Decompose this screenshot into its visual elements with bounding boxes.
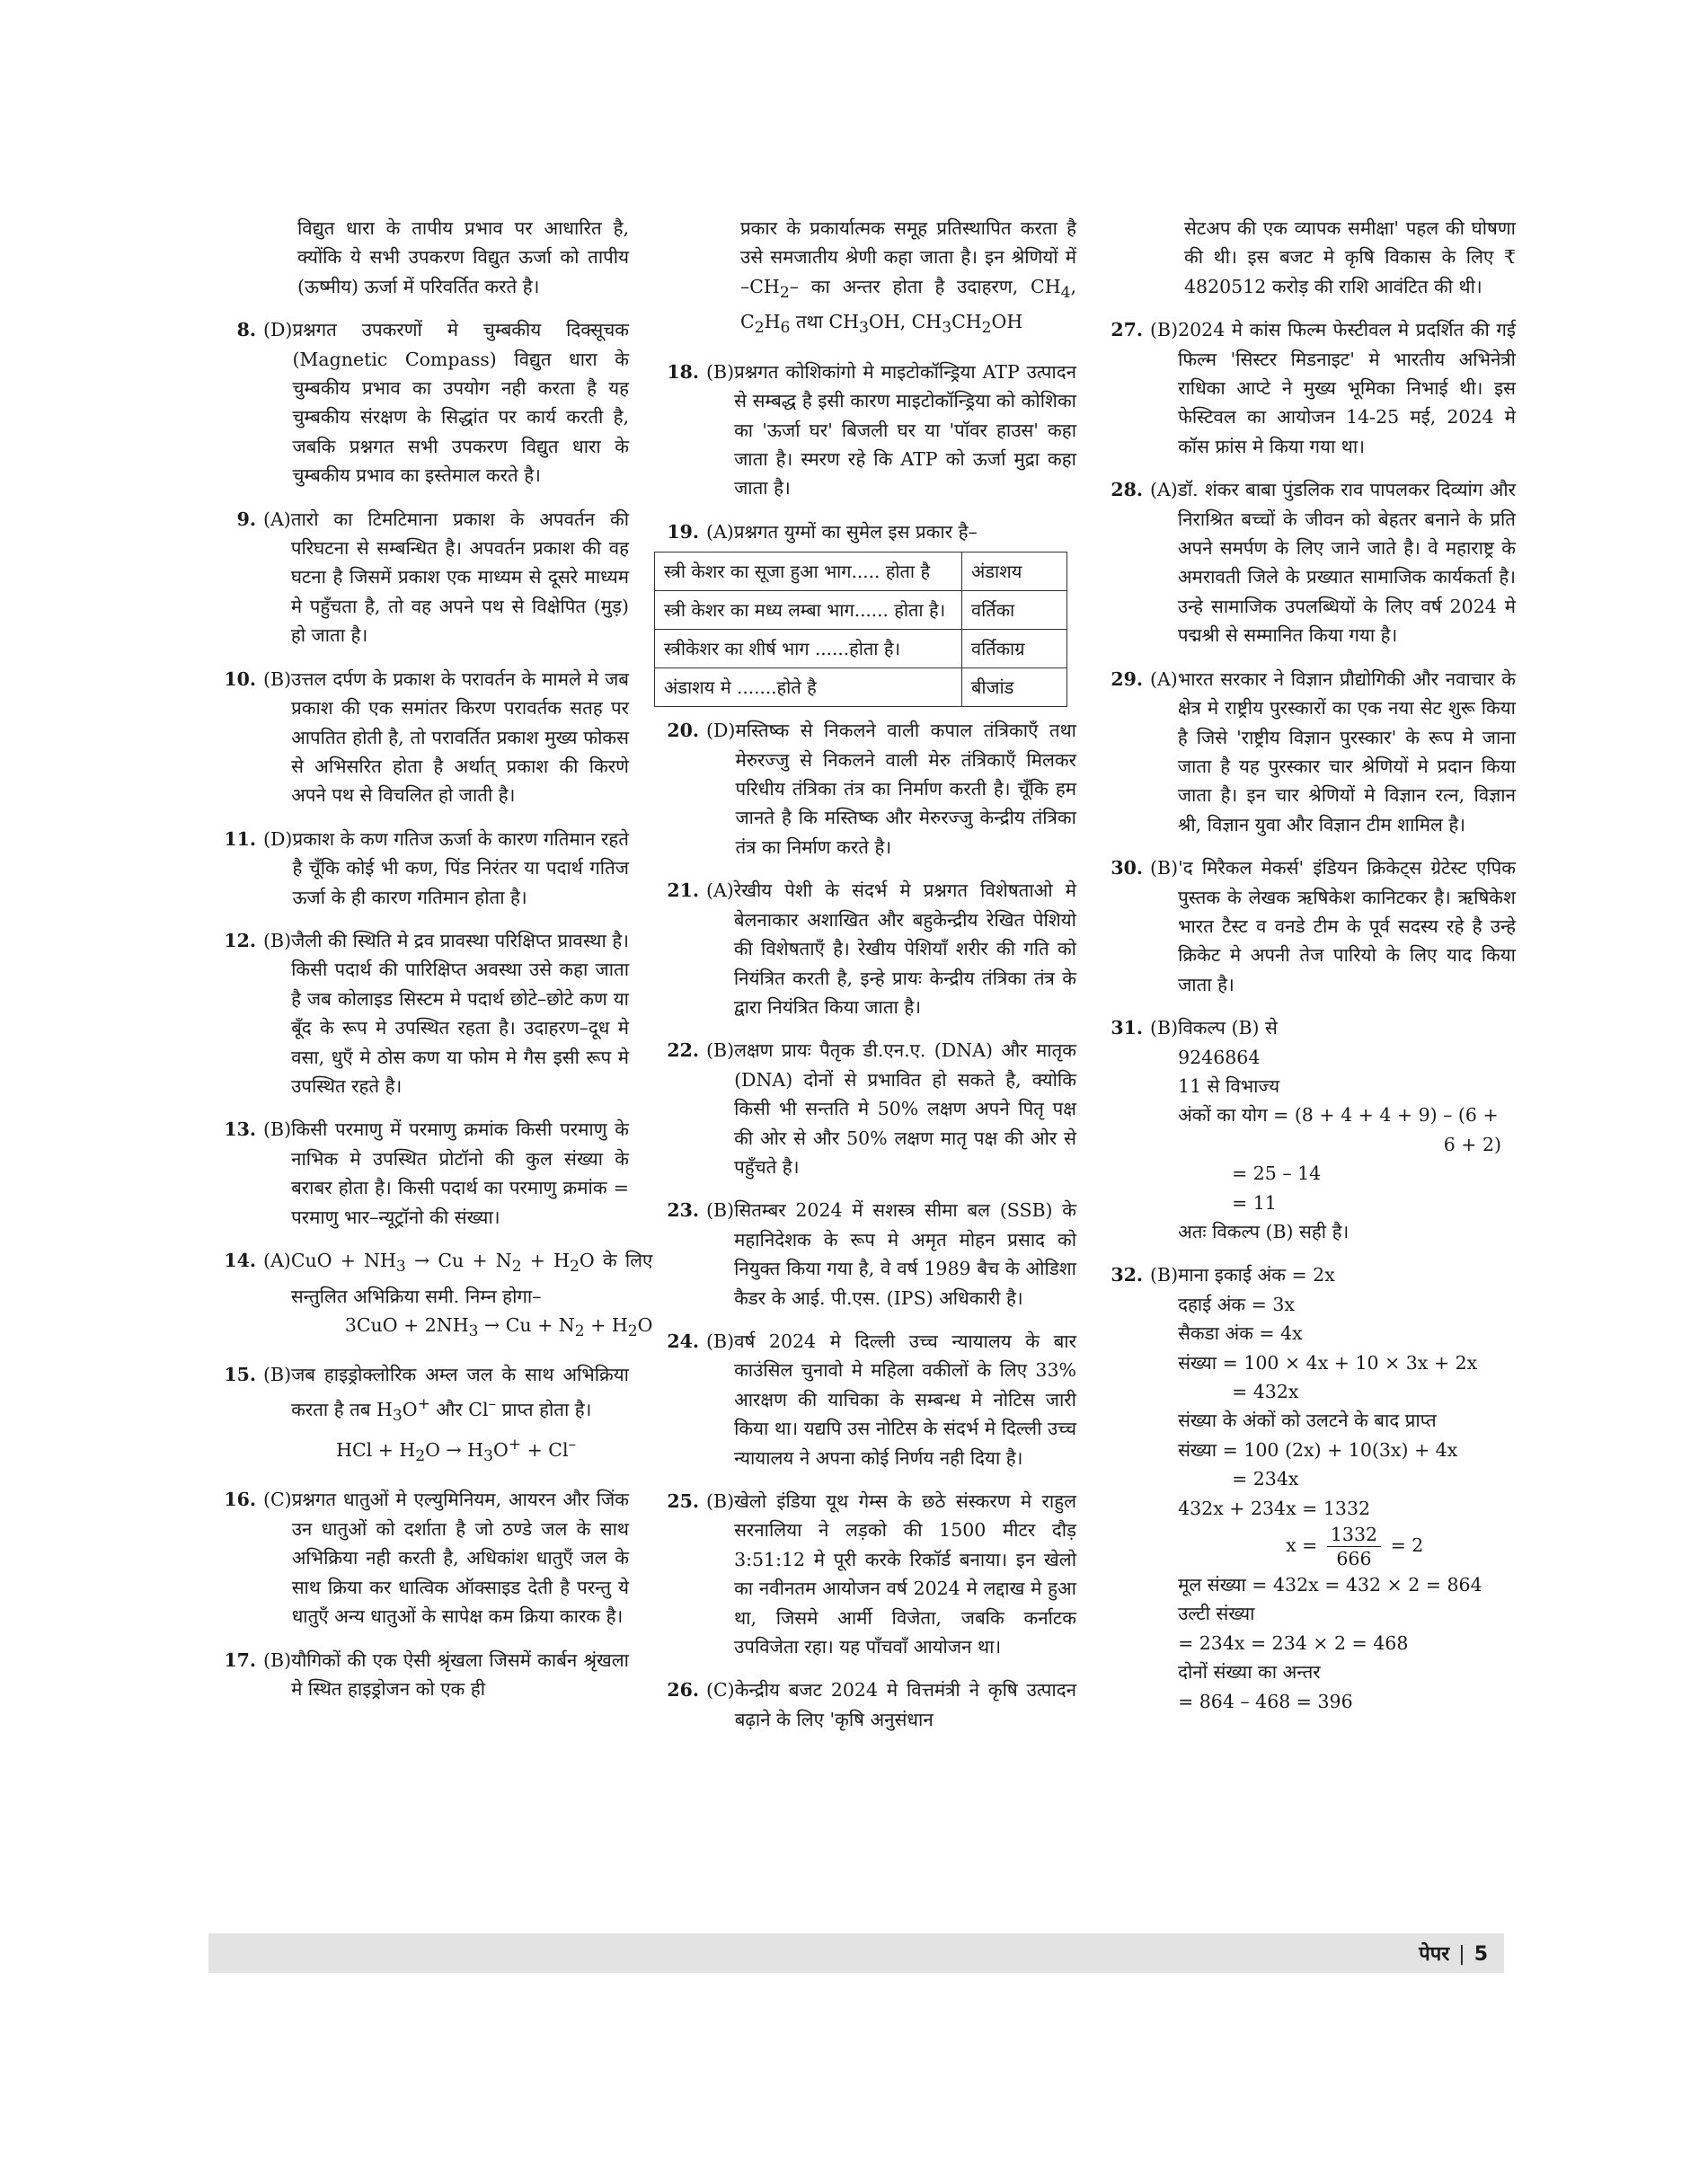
table-row [655, 591, 1067, 630]
question-21 [654, 876, 1076, 1021]
answer-explanation [1178, 1260, 1516, 1716]
question-number: 24. [667, 1330, 699, 1352]
question-30 [1098, 853, 1516, 999]
question-number: 8. [236, 319, 256, 341]
answer-explanation [1178, 1013, 1516, 1246]
answer-option: (B) [263, 1364, 292, 1386]
column-3 [1098, 214, 1516, 1730]
solution-line: अतः विकल्प (B) सही है। [1178, 1221, 1350, 1242]
answer-option: (A) [263, 508, 291, 530]
answer-explanation: किसी परमाणु में परमाणु क्रमांक किसी परमाणु के नाभिक मे उपस्थित प्रोटॉनो की कुल संख्या के बराबर होता है। किसी पदार्थ का परमाणु क्रमांक = परमाणु भार–न्यूट्रॉनो की संख्या। [291, 1118, 629, 1228]
answer-explanation: मस्तिष्क से निकलने वाली कपाल तंत्रिकाएँ तथा मेरुरज्जु से निकलने वाली मेरु तंत्रिकाएँ मिलकर परिधीय तंत्रिका तंत्र का निर्माण करती है। चूँकि हम जानते है कि मस्तिष्क और मेरुरज्जु केन्द्रीय तंत्रिका तंत्र का निर्माण करते है। [735, 720, 1076, 858]
question-25 [654, 1487, 1076, 1661]
footer-section-label: पेपर [1419, 1943, 1450, 1966]
question-number: 32. [1111, 1264, 1143, 1286]
column-2 [654, 214, 1076, 1748]
q7-continuation: विद्युत धारा के तापीय प्रभाव पर आधारित है, क्योंकि ये सभी उपकरण विद्युत ऊर्जा को तापीय (ऊष्मीय) ऊर्जा में परिवर्तित करते है। [297, 217, 629, 297]
answer-option: (A) [1150, 479, 1178, 501]
question-23 [654, 1196, 1076, 1313]
answer-explanation: सितम्बर 2024 में सशस्त्र सीमा बल (SSB) के महानिदेशक के रूप मे अमृत मोहन प्रसाद को नियुक्त किया गया है, वे वर्ष 1989 बैच के ओडिशा कैडर के आई. पी.एस. (IPS) अधिकारी है। [734, 1199, 1076, 1309]
answer-explanation: जब हाइड्रोक्लोरिक अम्ल जल के साथ अभिक्रिया करता है तब $H_3O^+$ और Cl– प्राप्त होता है। HCl + $H_2O \to H_3O^+ + Cl^-$ [291, 1360, 629, 1471]
question-number: 13. [224, 1118, 256, 1141]
answer-explanation: प्रश्नगत युग्मों का सुमेल इस प्रकार है– [733, 520, 978, 543]
solution-line: संख्या के अंकों को उलटने के बाद प्राप्त [1178, 1410, 1437, 1432]
answer-explanation: भारत सरकार ने विज्ञान प्रौद्योगिकी और नवाचार के क्षेत्र मे राष्ट्रीय पुरस्कारों का एक नया सेट शुरू किया है जिसे 'राष्ट्रीय विज्ञान पुरस्कार' के रूप मे जाना जाता है यह पुरस्कार चार श्रेणियों मे प्रदान किया जाता है। इन चार श्रेणियों मे विज्ञान रत्न, विज्ञान श्री, विज्ञान युवा और विज्ञान टीम शामिल है। [1177, 667, 1516, 835]
question-number: 19. [667, 520, 699, 543]
solution-line: माना इकाई अंक = 2x [1178, 1264, 1335, 1286]
answer-option: (B) [706, 1199, 735, 1222]
question-11 [211, 825, 629, 912]
question-14 [211, 1246, 653, 1346]
question-number: 16. [224, 1489, 256, 1511]
table-cell: अंडाशय मे .......होते है [655, 668, 962, 707]
answer-option: (A) [706, 880, 734, 902]
answer-explanation: डॉ. शंकर बाबा पुंडलिक राव पापलकर दिव्यांग और निराश्रित बच्चों के जीवन को बेहतर बनाने के प्रति अपने समर्पण के लिए जाने जाते है। वे महाराष्ट्र के अमरावती जिले के प्रख्यात सामाजिक कार्यकर्ता है। उन्हे सामाजिक उपलब्धियों के लिए वर्ष 2024 मे पद्मश्री से सम्मानित किया गया है। [1177, 479, 1516, 647]
question-29 [1098, 665, 1516, 839]
answer-explanation: प्रकाश के कण गतिज ऊर्जा के कारण गतिमान रहते है चूँकि कोई भी कण, पिंड निरंतर या पदार्थ गतिज ऊर्जा के ही कारण गतिमान होता है। [292, 827, 629, 908]
answer-explanation: तारो का टिमटिमाना प्रकाश के अपवर्तन की परिघटना से सम्बन्धित है। अपवर्तन प्रकाश की वह घटना है जिसमें प्रकाश एक माध्यम से दूसरे माध्यम मे पहुँचता है, तो वह अपने पथ से विक्षेपित (मुड़) हो जाता है। [290, 508, 629, 647]
answer-explanation: CuO + $NH_3 \to Cu + N_2 + H_2O$ के लिए सन्तुलित अभिक्रिया समी. निम्न होगा– $3CuO + 2NH_3 \to Cu + N_2 + H_2O$ [291, 1246, 653, 1346]
solution-line: संख्या = 100 × 4x + 10 × 3x + 2x [1178, 1351, 1478, 1374]
answer-option: (C) [263, 1489, 292, 1511]
question-9 [211, 505, 629, 650]
table-cell: स्त्रीकेशर का शीर्ष भाग ......होता है। [655, 630, 962, 668]
fraction-line: x = $\frac{1332}{666}$ = 2 [1286, 1524, 1424, 1570]
page-footer [208, 1933, 1504, 1973]
solution-line: मूल संख्या = 432x = 432 × 2 = 864 [1178, 1574, 1482, 1596]
answer-option: (B) [1150, 1264, 1179, 1286]
question-15 [211, 1360, 629, 1471]
question-number: 25. [667, 1490, 699, 1512]
solution-line: 6 + 2) [1443, 1133, 1501, 1155]
footer-label [1419, 1940, 1488, 1967]
question-number: 31. [1111, 1017, 1143, 1039]
question-26 [654, 1675, 1076, 1734]
answer-option: (D) [263, 827, 293, 850]
page-number: 5 [1473, 1943, 1488, 1966]
question-10 [211, 665, 629, 810]
question-number: 10. [224, 667, 256, 690]
solution-line: = 25 – 14 [1232, 1162, 1322, 1185]
fraction: $\frac{1332}{666}$ [1327, 1523, 1381, 1570]
solution-line: = 432x [1232, 1381, 1299, 1403]
question-number: 9. [236, 508, 256, 530]
question-number: 14. [224, 1250, 256, 1271]
question-8 [211, 315, 629, 490]
answer-option: (A) [263, 1250, 291, 1271]
question-number: 22. [667, 1039, 699, 1062]
table-cell: बीजांड [962, 668, 1067, 707]
balanced-equation: $3CuO + 2NH_3 \to Cu + N_2 + H_2O$ [344, 1313, 653, 1340]
question-20 [654, 716, 1076, 862]
answer-explanation: यौगिकों की एक ऐसी श्रृंखला जिसमें कार्बन श्रृंखला मे स्थित हाइड्रोजन को एक ही [291, 1649, 629, 1700]
table-row [655, 668, 1067, 707]
match-table [654, 552, 1067, 707]
table-cell: वर्तिकाग्र [962, 630, 1067, 668]
answer-option: (B) [706, 1039, 735, 1062]
table-cell: स्त्री केशर का सूजा हुआ भाग..... होता है [655, 553, 962, 591]
answer-explanation: रेखीय पेशी के संदर्भ मे प्रश्नगत विशेषताओ मे बेलनाकार अशाखित और बहुकेन्द्रीय रेखित पेशियो की विशेषताएँ है। रेखीय पेशियाँ शरीर की गति को नियंत्रित करती है, इन्हे प्रायः केन्द्रीय तंत्रिका तंत्र के द्वारा नियंत्रित किया जाता है। [733, 880, 1076, 1018]
answer-explanation: जैली की स्थिति मे द्रव प्रावस्था परिक्षिप्त प्रावस्था है। किसी पदार्थ की पारिक्षिप्त अवस्था उसे कहा जाता है जब कोलाइड सिस्टम मे पदार्थ छोटे–छोटे कण या बूँद के रूप मे उपस्थित रहता है। उदाहरण–दूध मे वसा, धुएँ मे ठोस कण या फोम मे गैस इसी रूप मे उपस्थित रहते है। [291, 929, 629, 1097]
solution-line: = 11 [1232, 1191, 1277, 1214]
answer-explanation: प्रश्नगत धातुओं मे एल्युमिनियम, आयरन और जिंक उन धातुओं को दर्शाता है जो ठण्डे जल के साथ अभिक्रिया नही करती है, अधिकांश धातुएँ जल के साथ क्रिया कर धात्विक ऑक्साइड देती है परन्तु ये धातुएँ अन्य धातुओं के सापेक्ष कम क्रिया कारक है। [291, 1489, 629, 1628]
question-22 [654, 1036, 1076, 1181]
solution-line: विकल्प (B) से [1178, 1017, 1278, 1039]
question-19 [654, 517, 1076, 546]
question-32 [1098, 1260, 1516, 1716]
question-27 [1098, 315, 1516, 461]
table-row [655, 630, 1067, 668]
answer-explanation: प्रश्नगत उपकरणों मे चुम्बकीय दिक्सूचक (Magnetic Compass) विद्युत धारा के चुम्बकीय प्रभाव का उपयोग नही करता है यह चुम्बकीय संरक्षण के सिद्धांत पर कार्य करती है, जबकि प्रश्नगत सभी उपकरण विद्युत धारा के चुम्बकीय प्रभाव का इस्तेमाल करते है। [292, 319, 629, 487]
question-13 [211, 1115, 629, 1232]
answer-option: (C) [706, 1679, 735, 1702]
question-number: 21. [667, 880, 699, 902]
question-16 [211, 1485, 629, 1631]
solution-line: दहाई अंक = 3x [1178, 1293, 1295, 1315]
solution-line: उल्टी संख्या [1178, 1603, 1255, 1625]
question-31 [1098, 1013, 1516, 1246]
solution-line: 432x + 234x = 1332 [1178, 1497, 1371, 1519]
question-number: 18. [667, 360, 699, 383]
table-cell: अंडाशय [962, 553, 1067, 591]
answer-explanation: 'द मिरैकल मेकर्स' इंडियन क्रिकेट्स ग्रेटेस्ट एपिक पुस्तक के लेखक ऋषिकेश कानिटकर है। ऋषिकेश भारत टैस्ट व वनडे टीम के पूर्व सदस्य रहे है उन्हे क्रिकेट मे अपनी तेज पारियो के लिए याद किया जाता है। [1178, 857, 1516, 995]
solution-line: = 234x [1232, 1468, 1299, 1490]
question-12 [211, 926, 629, 1101]
answer-explanation: उत्तल दर्पण के प्रकाश के परावर्तन के मामले मे जब प्रकाश की एक समांतर किरण परावर्तक सतह पर आपतित होती है, तो परावर्तित प्रकाश मुख्य फोकस से अभिसरित होता है अर्थात् प्रकाश की किरणे अपने पथ से विचलित हो जाती है। [291, 667, 629, 807]
solution-line: = 234x = 234 × 2 = 468 [1178, 1631, 1409, 1654]
question-number: 12. [224, 929, 256, 951]
table-row [655, 553, 1067, 591]
table-cell: वर्तिका [962, 591, 1067, 630]
footer-separator: | [1458, 1943, 1465, 1966]
answer-option: (B) [706, 1490, 735, 1512]
question-number: 27. [1111, 319, 1143, 341]
table-cell: स्त्री केशर का मध्य लम्बा भाग...... होता है। [655, 591, 962, 630]
solution-line: 11 से विभाज्य [1178, 1074, 1280, 1097]
answer-option: (B) [1150, 319, 1179, 341]
answer-option: (B) [706, 1330, 735, 1352]
answer-explanation: वर्ष 2024 मे दिल्ली उच्च न्यायालय के बार काउंसिल चुनावो मे महिला वकीलों के लिए 33% आरक्षण की याचिका के सम्बन्ध मे नोटिस जारी किया था। यद्यपि उस नोटिस के संदर्भ मे दिल्ली उच्च न्यायालय ने अपना कोई निर्णय नही दिया है। [734, 1330, 1076, 1469]
question-number: 20. [667, 720, 699, 742]
answer-option: (A) [706, 520, 734, 543]
question-number: 26. [667, 1679, 699, 1702]
dissociation-equation: HCl + $H_2O \to H_3O^+ + Cl^-$ [336, 1436, 577, 1466]
question-number: 30. [1111, 857, 1143, 880]
solution-line: सैकडा अंक = 4x [1178, 1322, 1303, 1345]
q17-continuation: प्रकार के प्रकार्यात्मक समूह प्रतिस्थापित करता है उसे समजातीय श्रेणी कहा जाता है। इन श्रेणियों में $-CH_2-$ का अन्तर होता है उदाहरण, $CH_4$, $C_2H_6$ तथा $CH_3OH$, $CH_3CH_2OH$ [740, 217, 1076, 338]
column-1 [211, 214, 653, 1718]
answer-option: (A) [1150, 667, 1178, 690]
solution-line: अंकों का योग = (8 + 4 + 4 + 9) – (6 + [1178, 1104, 1499, 1127]
question-28 [1098, 475, 1516, 650]
question-24 [654, 1327, 1076, 1472]
answer-option: (B) [263, 929, 292, 951]
answer-option: (D) [263, 319, 293, 341]
solution-line: 9246864 [1178, 1046, 1261, 1068]
answer-option: (B) [263, 1649, 292, 1671]
solution-line: = 864 – 468 = 396 [1178, 1690, 1353, 1712]
question-number: 28. [1111, 479, 1143, 501]
answer-option: (D) [706, 720, 736, 742]
question-18 [654, 358, 1076, 503]
answer-explanation: लक्षण प्रायः पैतृक डी.एन.ए. (DNA) और मातृक (DNA) दोनों से प्रभावित हो सकते है, क्योकि किसी भी सन्तति मे 50% लक्षण अपने पितृ पक्ष की ओर से और 50% लक्षण मातृ पक्ष की ओर से पहुँचते है। [734, 1039, 1076, 1178]
answer-option: (B) [263, 1118, 292, 1141]
q26-continuation: सेटअप की एक व्यापक समीक्षा' पहल की घोषणा की थी। इस बजट मे कृषि विकास के लिए ₹ 4820512 करोड़ की राशि आवंटित की थी। [1184, 217, 1516, 297]
question-17 [211, 1646, 629, 1704]
question-number: 15. [224, 1364, 256, 1386]
answer-option: (B) [1150, 857, 1179, 880]
answer-explanation: 2024 मे कांस फिल्म फेस्टीवल मे प्रदर्शित की गई फिल्म 'सिस्टर मिडनाइट' मे भारतीय अभिनेत्री राधिका आप्टे ने मुख्य भूमिका निभाई थी। इस फेस्टिवल का आयोजन 14-25 मई, 2024 मे कॉस फ्रांस मे किया गया था। [1178, 319, 1516, 457]
solution-line: दोनों संख्या का अन्तर [1178, 1661, 1321, 1684]
question-number: 29. [1111, 667, 1143, 690]
question-number: 23. [667, 1199, 699, 1222]
question-number: 17. [224, 1649, 256, 1671]
answer-explanation: प्रश्नगत कोशिकांगो मे माइटोकॉन्ड्रिया ATP उत्पादन से सम्बद्ध है इसी कारण माइटोकॉन्ड्रिया को कोशिका का 'ऊर्जा घर' बिजली घर या 'पॉवर हाउस' कहा जाता है। स्मरण रहे कि ATP को ऊर्जा मुद्रा कहा जाता है। [734, 360, 1076, 499]
question-number: 11. [224, 827, 256, 850]
answer-option: (B) [706, 360, 735, 383]
answer-option: (B) [1150, 1017, 1179, 1039]
solution-line: संख्या = 100 (2x) + 10(3x) + 4x [1178, 1438, 1458, 1461]
answer-explanation: खेलो इंडिया यूथ गेम्स के छठे संस्करण मे राहुल सरनालिया ने लड़को की 1500 मीटर दौड़ 3:51:12 मे पूरी करके रिकॉर्ड बनाया। इन खेलो का नवीनतम आयोजन वर्ष 2024 मे लद्दाख मे हुआ था, जिसमे आर्मी विजेता, जबकि कर्नाटक उपविजेता रहा। यह पाँचवाँ आयोजन था। [734, 1490, 1076, 1658]
answer-explanation: केन्द्रीय बजट 2024 मे वित्तमंत्री ने कृषि उत्पादन बढ़ाने के लिए 'कृषि अनुसंधान [734, 1679, 1076, 1730]
answer-option: (B) [263, 667, 292, 690]
